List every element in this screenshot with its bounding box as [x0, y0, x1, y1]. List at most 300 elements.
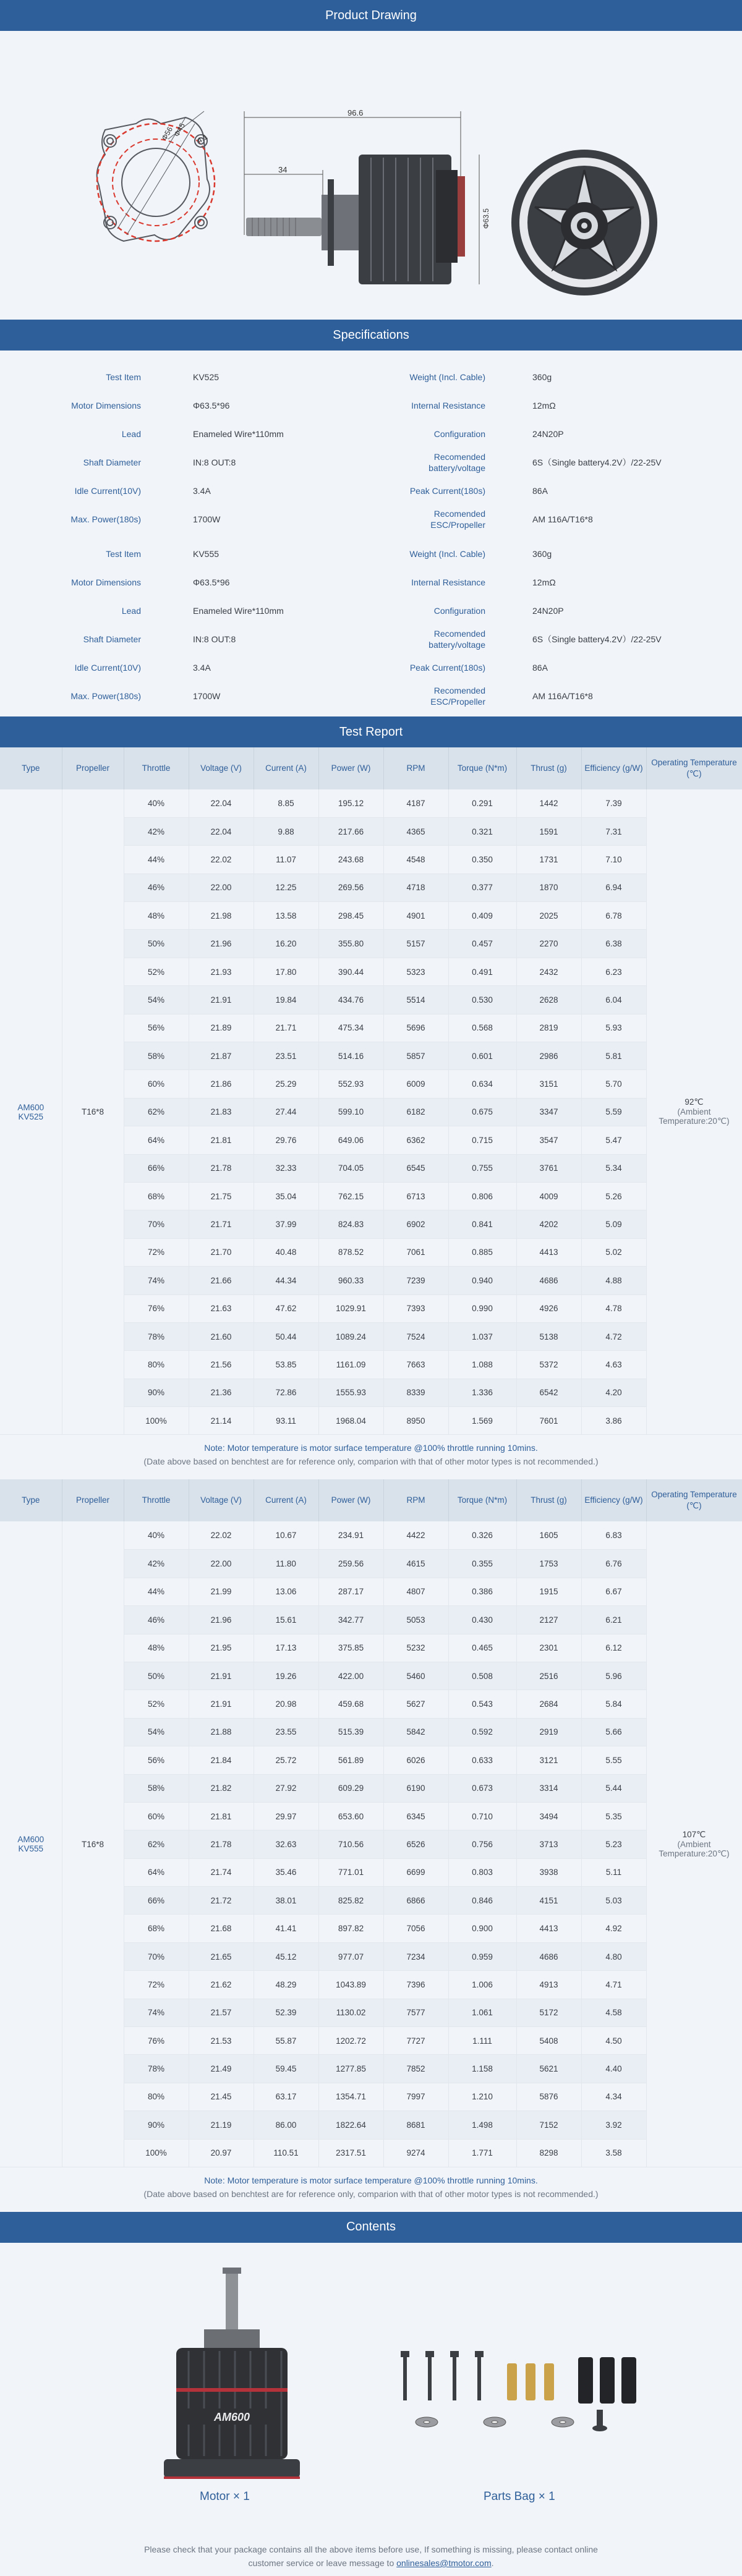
spec-label: Idle Current(10V) — [74, 486, 141, 496]
spec-value: 86A — [532, 663, 548, 673]
motor-type-cell: AM600 KV555 — [0, 1521, 62, 2167]
table-cell: 19.26 — [254, 1662, 318, 1690]
spec-value: 1700W — [193, 691, 221, 701]
table-cell: 4202 — [516, 1210, 581, 1238]
table-cell: 2684 — [516, 1690, 581, 1718]
table-cell: 7577 — [383, 1999, 448, 2026]
table-cell: 23.51 — [254, 1042, 318, 1070]
table-cell: 20.98 — [254, 1690, 318, 1718]
rear-view — [511, 150, 657, 295]
table-cell: 1029.91 — [318, 1294, 383, 1322]
table-cell: 897.82 — [318, 1915, 383, 1942]
spec-value: Enameled Wire*110mm — [193, 429, 284, 439]
test-note — [0, 2167, 742, 2212]
table-cell: 5053 — [383, 1606, 448, 1634]
table-cell: 7524 — [383, 1322, 448, 1350]
table-cell: 21.98 — [189, 902, 254, 930]
table-cell: 0.940 — [448, 1267, 516, 1294]
table-cell: 422.00 — [318, 1662, 383, 1690]
table-cell: 52.39 — [254, 1999, 318, 2026]
spec-label: Configuration — [433, 606, 485, 616]
column-header: Operating Temperature (℃) — [646, 747, 742, 789]
table-cell: 355.80 — [318, 930, 383, 958]
table-cell: 0.900 — [448, 1915, 516, 1942]
table-cell: 21.75 — [189, 1182, 254, 1210]
table-cell: 25.72 — [254, 1746, 318, 1774]
table-cell: 1043.89 — [318, 1971, 383, 1999]
table-cell: 0.673 — [448, 1774, 516, 1802]
table-cell: 0.633 — [448, 1746, 516, 1774]
table-cell: 762.15 — [318, 1182, 383, 1210]
table-cell: 217.66 — [318, 817, 383, 845]
table-row — [0, 1521, 742, 1549]
spec-value: Φ63.5*96 — [193, 577, 230, 587]
section-header-specs — [0, 320, 742, 351]
table-cell: 21.62 — [189, 1971, 254, 1999]
table-cell: 5696 — [383, 1014, 448, 1042]
table-cell: 21.91 — [189, 1662, 254, 1690]
table-cell: 3938 — [516, 1858, 581, 1886]
table-cell: 8.85 — [254, 789, 318, 817]
table-cell: 40% — [124, 789, 189, 817]
table-cell: 4.34 — [581, 2083, 646, 2111]
footer — [0, 2538, 742, 2576]
column-header: RPM — [383, 1479, 448, 1521]
spec-label: Recomended ESC/Propeller — [430, 686, 485, 707]
column-header: Propeller — [62, 1479, 124, 1521]
table-cell: 0.592 — [448, 1718, 516, 1746]
table-cell: 6.38 — [581, 930, 646, 958]
table-cell: 4.80 — [581, 1942, 646, 1970]
table-cell: 3.86 — [581, 1407, 646, 1435]
spec-label: Motor Dimensions — [71, 577, 141, 587]
dim-diameter: Φ63.5 — [482, 208, 490, 229]
table-cell: 35.46 — [254, 1858, 318, 1886]
table-cell: 17.80 — [254, 958, 318, 985]
table-cell: 3.92 — [581, 2111, 646, 2139]
column-header: Current (A) — [254, 747, 318, 789]
column-header: Type — [0, 1479, 62, 1521]
table-cell: 0.409 — [448, 902, 516, 930]
table-cell: 4.63 — [581, 1351, 646, 1379]
table-cell: 4.50 — [581, 2027, 646, 2055]
temperature-value: 107℃ — [682, 1829, 706, 1839]
table-cell: 6.04 — [581, 986, 646, 1014]
table-cell: 7727 — [383, 2027, 448, 2055]
table-cell: 12.25 — [254, 874, 318, 901]
section-title: Specifications — [333, 328, 409, 342]
table-cell: 4365 — [383, 817, 448, 845]
spec-label: Weight (Incl. Cable) — [409, 549, 485, 559]
table-cell: 3761 — [516, 1154, 581, 1182]
table-cell: 6362 — [383, 1126, 448, 1154]
section-title: Contents — [346, 2220, 396, 2234]
test-table — [0, 747, 742, 1435]
table-cell: 1968.04 — [318, 1407, 383, 1435]
table-cell: 21.53 — [189, 2027, 254, 2055]
column-header: Efficiency (g/W) — [581, 747, 646, 789]
dim-d3: 4.1 — [195, 132, 209, 145]
table-cell: 38.01 — [254, 1887, 318, 1915]
table-cell: 6182 — [383, 1098, 448, 1126]
table-cell: 21.70 — [189, 1238, 254, 1266]
spec-label: Recomended battery/voltage — [429, 629, 485, 650]
table-cell: 4.20 — [581, 1379, 646, 1406]
table-cell: 53.85 — [254, 1351, 318, 1379]
table-cell: 21.99 — [189, 1578, 254, 1605]
table-cell: 0.806 — [448, 1182, 516, 1210]
table-cell: 1.210 — [448, 2083, 516, 2111]
dim-d1: Φ56 — [160, 125, 175, 142]
table-cell: 1.061 — [448, 1999, 516, 2026]
table-cell: 0.601 — [448, 1042, 516, 1070]
test-table — [0, 1479, 742, 2167]
table-cell: 649.06 — [318, 1126, 383, 1154]
table-cell: 1.111 — [448, 2027, 516, 2055]
table-cell: 6.76 — [581, 1550, 646, 1578]
table-cell: 0.321 — [448, 817, 516, 845]
motor-type-cell: AM600 KV525 — [0, 789, 62, 1435]
table-cell: 0.465 — [448, 1634, 516, 1662]
note-line-1: Note: Motor temperature is motor surface temperature @100% throttle running 10mins. — [204, 2175, 538, 2185]
table-cell: 3547 — [516, 1126, 581, 1154]
table-cell: 7234 — [383, 1942, 448, 1970]
table-cell: 21.83 — [189, 1098, 254, 1126]
table-cell: 7393 — [383, 1294, 448, 1322]
spec-value: IN:8 OUT:8 — [193, 457, 236, 467]
table-cell: 4009 — [516, 1182, 581, 1210]
table-cell: 3713 — [516, 1830, 581, 1858]
table-cell: 7852 — [383, 2055, 448, 2083]
table-cell: 32.63 — [254, 1830, 318, 1858]
table-cell: 7061 — [383, 1238, 448, 1266]
table-cell: 58% — [124, 1042, 189, 1070]
note-line-2: (Date above based on benchtest are for reference only, comparion with that of other motor types is not recommended.) — [143, 2188, 599, 2199]
table-cell: 5138 — [516, 1322, 581, 1350]
table-cell: 4.58 — [581, 1999, 646, 2026]
table-cell: 47.62 — [254, 1294, 318, 1322]
table-cell: 46% — [124, 1606, 189, 1634]
table-cell: 0.885 — [448, 1238, 516, 1266]
table-cell: 5157 — [383, 930, 448, 958]
table-cell: 2516 — [516, 1662, 581, 1690]
table-cell: 1731 — [516, 846, 581, 874]
table-cell: 0.508 — [448, 1662, 516, 1690]
table-cell: 16.20 — [254, 930, 318, 958]
table-cell: 90% — [124, 1379, 189, 1406]
table-cell: 653.60 — [318, 1802, 383, 1830]
table-cell: 8681 — [383, 2111, 448, 2139]
table-cell: 771.01 — [318, 1858, 383, 1886]
spec-label: Motor Dimensions — [71, 401, 141, 410]
spec-block-kv555 — [0, 540, 742, 716]
table-cell: 74% — [124, 1267, 189, 1294]
column-header: Thrust (g) — [516, 1479, 581, 1521]
section-header-contents — [0, 2212, 742, 2243]
table-cell: 0.634 — [448, 1070, 516, 1098]
motor-brand-badge: AM600 — [213, 2410, 250, 2423]
table-cell: 2628 — [516, 986, 581, 1014]
column-header: Current (A) — [254, 1479, 318, 1521]
table-cell: 1.498 — [448, 2111, 516, 2139]
table-cell: 42% — [124, 1550, 189, 1578]
table-cell: 21.45 — [189, 2083, 254, 2111]
column-header: Type — [0, 747, 62, 789]
table-cell: 42% — [124, 817, 189, 845]
table-cell: 66% — [124, 1154, 189, 1182]
table-cell: 6902 — [383, 1210, 448, 1238]
column-header: Power (W) — [318, 747, 383, 789]
spec-value: 3.4A — [193, 663, 211, 673]
table-cell: 10.67 — [254, 1521, 318, 1549]
table-cell: 7396 — [383, 1971, 448, 1999]
spec-value: 12mΩ — [532, 401, 556, 410]
table-cell: 21.95 — [189, 1634, 254, 1662]
table-cell: 45.12 — [254, 1942, 318, 1970]
table-cell: 7663 — [383, 1351, 448, 1379]
table-cell: 4151 — [516, 1887, 581, 1915]
table-cell: 21.96 — [189, 930, 254, 958]
table-cell: 63.17 — [254, 2083, 318, 2111]
table-cell: 1822.64 — [318, 2111, 383, 2139]
table-cell: 4413 — [516, 1238, 581, 1266]
table-cell: 5232 — [383, 1634, 448, 1662]
table-cell: 13.58 — [254, 902, 318, 930]
column-header: Torque (N*m) — [448, 1479, 516, 1521]
table-cell: 4686 — [516, 1267, 581, 1294]
table-cell: 7.31 — [581, 817, 646, 845]
table-cell: 52% — [124, 1690, 189, 1718]
spec-label: Recomended battery/voltage — [429, 452, 485, 473]
spec-value: 24N20P — [532, 429, 564, 439]
mount-view — [97, 111, 215, 241]
spec-value: 6S（Single battery4.2V）/22-25V — [532, 457, 662, 467]
table-cell: 390.44 — [318, 958, 383, 985]
table-cell: 6.83 — [581, 1521, 646, 1549]
table-cell: 5372 — [516, 1351, 581, 1379]
table-cell: 4.92 — [581, 1915, 646, 1942]
table-cell: 29.76 — [254, 1126, 318, 1154]
table-header-row — [0, 747, 742, 789]
table-cell: 5.55 — [581, 1746, 646, 1774]
table-cell: 21.14 — [189, 1407, 254, 1435]
table-cell: 72% — [124, 1238, 189, 1266]
table-cell: 21.66 — [189, 1267, 254, 1294]
table-cell: 0.350 — [448, 846, 516, 874]
table-cell: 1605 — [516, 1521, 581, 1549]
propeller-cell: T16*8 — [62, 1521, 124, 2167]
table-cell: 55.87 — [254, 2027, 318, 2055]
footer-line-2 — [0, 2556, 742, 2570]
table-cell: 1915 — [516, 1578, 581, 1605]
spec-label: Max. Power(180s) — [70, 691, 141, 701]
contact-email-link[interactable]: onlinesales@tmotor.com — [396, 2557, 492, 2568]
table-cell: 62% — [124, 1830, 189, 1858]
table-cell: 44% — [124, 846, 189, 874]
table-cell: 0.715 — [448, 1126, 516, 1154]
table-cell: 100% — [124, 1407, 189, 1435]
table-cell: 4718 — [383, 874, 448, 901]
footer-end: . — [491, 2557, 494, 2568]
table-cell: 4926 — [516, 1294, 581, 1322]
spec-value: KV525 — [193, 372, 220, 382]
table-cell: 35.04 — [254, 1182, 318, 1210]
table-cell: 609.29 — [318, 1774, 383, 1802]
table-cell: 22.02 — [189, 1521, 254, 1549]
spec-value: KV555 — [193, 549, 220, 559]
table-cell: 80% — [124, 2083, 189, 2111]
table-cell: 1870 — [516, 874, 581, 901]
table-cell: 22.02 — [189, 846, 254, 874]
table-cell: 5460 — [383, 1662, 448, 1690]
spec-value: 24N20P — [532, 606, 564, 616]
table-cell: 5627 — [383, 1690, 448, 1718]
propeller-cell: T16*8 — [62, 789, 124, 1435]
table-cell: 1202.72 — [318, 2027, 383, 2055]
table-cell: 514.16 — [318, 1042, 383, 1070]
spec-value: 6S（Single battery4.2V）/22-25V — [532, 634, 662, 644]
table-cell: 44.34 — [254, 1267, 318, 1294]
table-cell: 41.41 — [254, 1915, 318, 1942]
table-cell: 76% — [124, 1294, 189, 1322]
table-cell: 50.44 — [254, 1322, 318, 1350]
table-cell: 5842 — [383, 1718, 448, 1746]
table-cell: 21.78 — [189, 1154, 254, 1182]
table-cell: 13.06 — [254, 1578, 318, 1605]
table-cell: 5514 — [383, 986, 448, 1014]
table-cell: 4807 — [383, 1578, 448, 1605]
table-cell: 21.19 — [189, 2111, 254, 2139]
table-cell: 4187 — [383, 789, 448, 817]
table-cell: 475.34 — [318, 1014, 383, 1042]
table-cell: 21.88 — [189, 1718, 254, 1746]
table-cell: 287.17 — [318, 1578, 383, 1605]
table-cell: 93.11 — [254, 1407, 318, 1435]
table-cell: 68% — [124, 1182, 189, 1210]
table-cell: 21.56 — [189, 1351, 254, 1379]
table-cell: 5.93 — [581, 1014, 646, 1042]
table-cell: 824.83 — [318, 1210, 383, 1238]
table-cell: 23.55 — [254, 1718, 318, 1746]
contents-illustration — [0, 2243, 742, 2538]
spec-row — [0, 420, 742, 448]
table-cell: 0.430 — [448, 1606, 516, 1634]
table-cell: 1277.85 — [318, 2055, 383, 2083]
table-cell: 80% — [124, 1351, 189, 1379]
table-cell: 5.23 — [581, 1830, 646, 1858]
table-cell: 5.09 — [581, 1210, 646, 1238]
table-cell: 3347 — [516, 1098, 581, 1126]
table-cell: 6026 — [383, 1746, 448, 1774]
table-cell: 72% — [124, 1971, 189, 1999]
note-line-1: Note: Motor temperature is motor surface temperature @100% throttle running 10mins. — [204, 1443, 538, 1453]
package-contents — [0, 2243, 742, 2538]
table-cell: 0.846 — [448, 1887, 516, 1915]
column-header: Efficiency (g/W) — [581, 1479, 646, 1521]
spec-label: Internal Resistance — [411, 577, 485, 587]
spec-label: Configuration — [433, 429, 485, 439]
table-cell: 515.39 — [318, 1718, 383, 1746]
table-cell: 70% — [124, 1210, 189, 1238]
table-cell: 710.56 — [318, 1830, 383, 1858]
table-cell: 0.491 — [448, 958, 516, 985]
spec-label: Peak Current(180s) — [409, 663, 485, 673]
table-cell: 825.82 — [318, 1887, 383, 1915]
table-cell: 0.756 — [448, 1830, 516, 1858]
table-cell: 48.29 — [254, 1971, 318, 1999]
table-cell: 21.96 — [189, 1606, 254, 1634]
table-cell: 1.088 — [448, 1351, 516, 1379]
table-cell: 8339 — [383, 1379, 448, 1406]
table-cell: 1130.02 — [318, 1999, 383, 2026]
table-cell: 50% — [124, 1662, 189, 1690]
table-cell: 0.291 — [448, 789, 516, 817]
column-header: Voltage (V) — [189, 1479, 254, 1521]
technical-drawing — [0, 31, 742, 320]
table-cell: 6009 — [383, 1070, 448, 1098]
table-cell: 4548 — [383, 846, 448, 874]
table-cell: 70% — [124, 1942, 189, 1970]
table-cell: 7601 — [516, 1407, 581, 1435]
table-cell: 52% — [124, 958, 189, 985]
table-cell: 20.97 — [189, 2139, 254, 2167]
table-cell: 5.84 — [581, 1690, 646, 1718]
table-cell: 7152 — [516, 2111, 581, 2139]
table-cell: 48% — [124, 1634, 189, 1662]
spec-row — [0, 568, 742, 597]
column-header: Propeller — [62, 747, 124, 789]
table-cell: 0.530 — [448, 986, 516, 1014]
spec-label: Peak Current(180s) — [409, 486, 485, 496]
table-cell: 3151 — [516, 1070, 581, 1098]
table-cell: 78% — [124, 1322, 189, 1350]
table-cell: 60% — [124, 1802, 189, 1830]
table-cell: 27.44 — [254, 1098, 318, 1126]
table-cell: 27.92 — [254, 1774, 318, 1802]
table-cell: 21.81 — [189, 1802, 254, 1830]
table-cell: 6713 — [383, 1182, 448, 1210]
table-cell: 704.05 — [318, 1154, 383, 1182]
spec-label: Internal Resistance — [411, 401, 485, 410]
table-cell: 21.49 — [189, 2055, 254, 2083]
table-cell: 599.10 — [318, 1098, 383, 1126]
table-cell: 4413 — [516, 1915, 581, 1942]
table-cell: 76% — [124, 2027, 189, 2055]
motor-caption: Motor × 1 — [200, 2489, 250, 2503]
table-cell: 9.88 — [254, 817, 318, 845]
table-cell: 40.48 — [254, 1238, 318, 1266]
table-cell: 21.82 — [189, 1774, 254, 1802]
spec-label: Shaft Diameter — [83, 457, 141, 467]
table-cell: 1.158 — [448, 2055, 516, 2083]
table-cell: 21.74 — [189, 1858, 254, 1886]
table-cell: 5876 — [516, 2083, 581, 2111]
table-cell: 37.99 — [254, 1210, 318, 1238]
table-cell: 0.803 — [448, 1858, 516, 1886]
table-cell: 2919 — [516, 1718, 581, 1746]
table-cell: 100% — [124, 2139, 189, 2167]
table-cell: 40% — [124, 1521, 189, 1549]
dim-d2: Φ45 — [172, 121, 187, 138]
table-cell: 66% — [124, 1887, 189, 1915]
table-cell: 5.59 — [581, 1098, 646, 1126]
table-cell: 25.29 — [254, 1070, 318, 1098]
table-cell: 259.56 — [318, 1550, 383, 1578]
table-cell: 977.07 — [318, 1942, 383, 1970]
table-cell: 1.569 — [448, 1407, 516, 1435]
table-cell: 0.675 — [448, 1098, 516, 1126]
spec-value: IN:8 OUT:8 — [193, 634, 236, 644]
